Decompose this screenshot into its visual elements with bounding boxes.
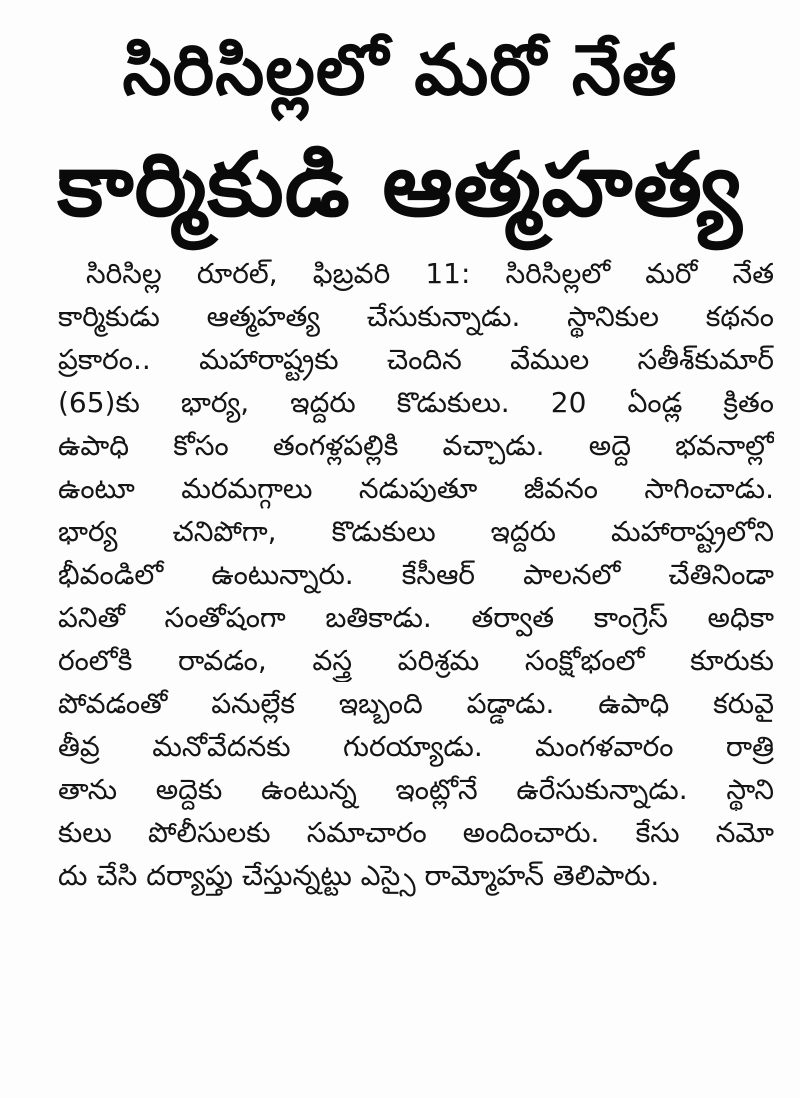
article-line: ఉంటూ మరమగ్గాలు నడుపుతూ జీవనం సాగించాడు. bbox=[58, 472, 774, 505]
headline-line-2: కార్మికుడి ఆత్మహత్య bbox=[57, 133, 743, 236]
article-line: కార్మికుడు ఆత్మహత్య చేసుకున్నాడు. స్థానికుల కథనం bbox=[58, 300, 774, 333]
article-line: పనితో సంతోషంగా బతికాడు. తర్వాత కాంగ్రెస్ అధికా bbox=[58, 601, 774, 634]
article-line: తాను అద్దెకు ఉంటున్న ఇంట్లోనే ఉరేసుకున్నాడు. స్థాని bbox=[58, 773, 774, 806]
article-line: భీవండిలో ఉంటున్నారు. కేసీఆర్ పాలనలో చేతినిండా bbox=[58, 558, 774, 591]
article-line: పోవడంతో పనుల్లేక ఇబ్బంది పడ్డాడు. ఉపాధి కరువై bbox=[58, 687, 774, 720]
article-line: ప్రకారం.. మహారాష్ట్రకు చెందిన వేముల సతీశ్‌కుమార్ bbox=[58, 343, 774, 376]
article-line: సిరిసిల్ల రూరల్, ఫిబ్రవరి 11: సిరిసిల్లలో మరో నేత bbox=[86, 257, 774, 290]
article-line: దు చేసి దర్యాప్తు చేస్తున్నట్టు ఎస్సై రామ్మోహన్ తెలిపారు. bbox=[58, 859, 660, 892]
article-line: భార్య చనిపోగా, కొడుకులు ఇద్దరు మహారాష్ట్రలోని bbox=[58, 515, 774, 548]
article-line: కులు పోలీసులకు సమాచారం అందించారు. కేసు నమో bbox=[58, 816, 774, 849]
article-line: (65)కు భార్య, ఇద్దరు కొడుకులు. 20 ఏండ్ల క్రితం bbox=[58, 386, 774, 419]
headline-line-1: సిరిసిల్లలో మరో నేత bbox=[122, 29, 678, 111]
article-line: రంలోకి రావడం, వస్త్ర పరిశ్రమ సంక్షోభంలో కూరుకు bbox=[58, 644, 774, 677]
article-line: తీవ్ర మనోవేదనకు గురయ్యాడు. మంగళవారం రాత్రి bbox=[58, 730, 774, 763]
article-body bbox=[58, 252, 774, 897]
article-line: ఉపాధి కోసం తంగళ్లపల్లికి వచ్చాడు. అద్దె భవనాల్లో bbox=[58, 429, 774, 462]
